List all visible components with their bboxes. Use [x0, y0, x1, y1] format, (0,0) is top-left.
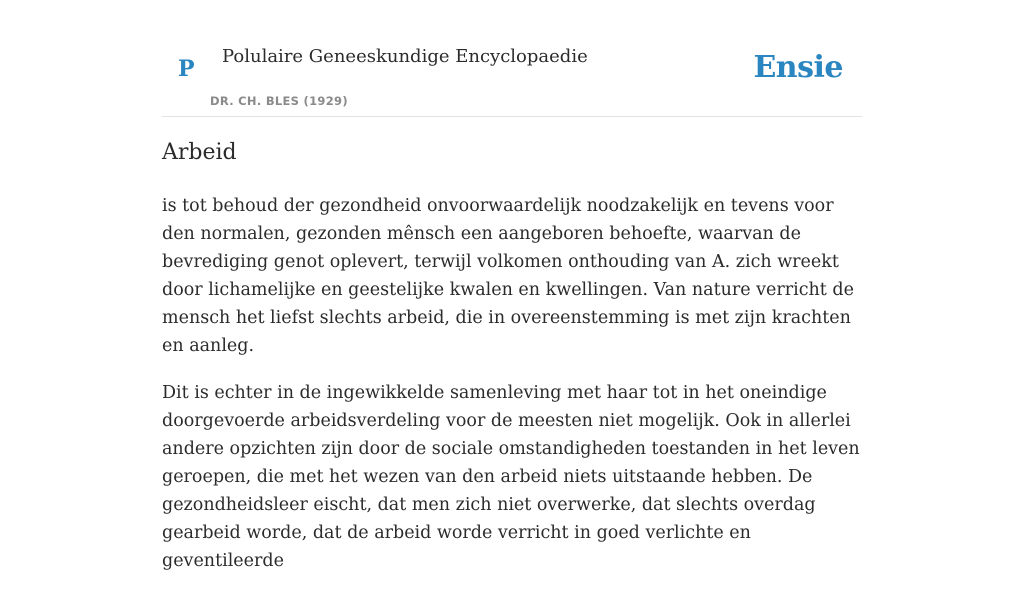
article-paragraph: Dit is echter in de ingewikkelde samenleving met haar tot in het oneindige doorgevoerde arbeidsverdeling voor de meesten niet mogelijk. Ook in allerlei andere opzichten zijn door de sociale omstandigheden toestanden in het leven geroepen, die met het wezen van den arbeid niets uitstaande hebben. De gezondheidsleer eischt, dat men zich niet overwerke, dat slechts overdag gearbeid worde, dat de arbeid worde verricht in goed verlichte en geventileerde: [162, 383, 860, 571]
article-title: Arbeid: [162, 140, 237, 165]
author-credit: DR. CH. BLES (1929): [210, 94, 348, 108]
book-title-link[interactable]: Polulaire Geneeskundige Encyclopaedie: [222, 46, 588, 67]
book-logo-letter[interactable]: P: [178, 56, 195, 82]
ensie-logo[interactable]: Ensie: [753, 50, 843, 85]
page-container: [162, 0, 862, 571]
article-body: [162, 192, 862, 594]
article-paragraph: is tot behoud der gezondheid onvoorwaardelijk noodzakelijk en tevens voor den normalen, gezonden mênsch een aangeboren behoefte, waarvan de bevrediging genot oplevert, terwijl volkomen onthouding van A. zich wreekt door lichamelijke en geestelijke kwalen en kwellingen. Van nature verricht de mensch het liefst slechts arbeid, die in overeenstemming is met zijn krachten en aanleg.: [162, 196, 854, 356]
page-header: [162, 0, 862, 117]
